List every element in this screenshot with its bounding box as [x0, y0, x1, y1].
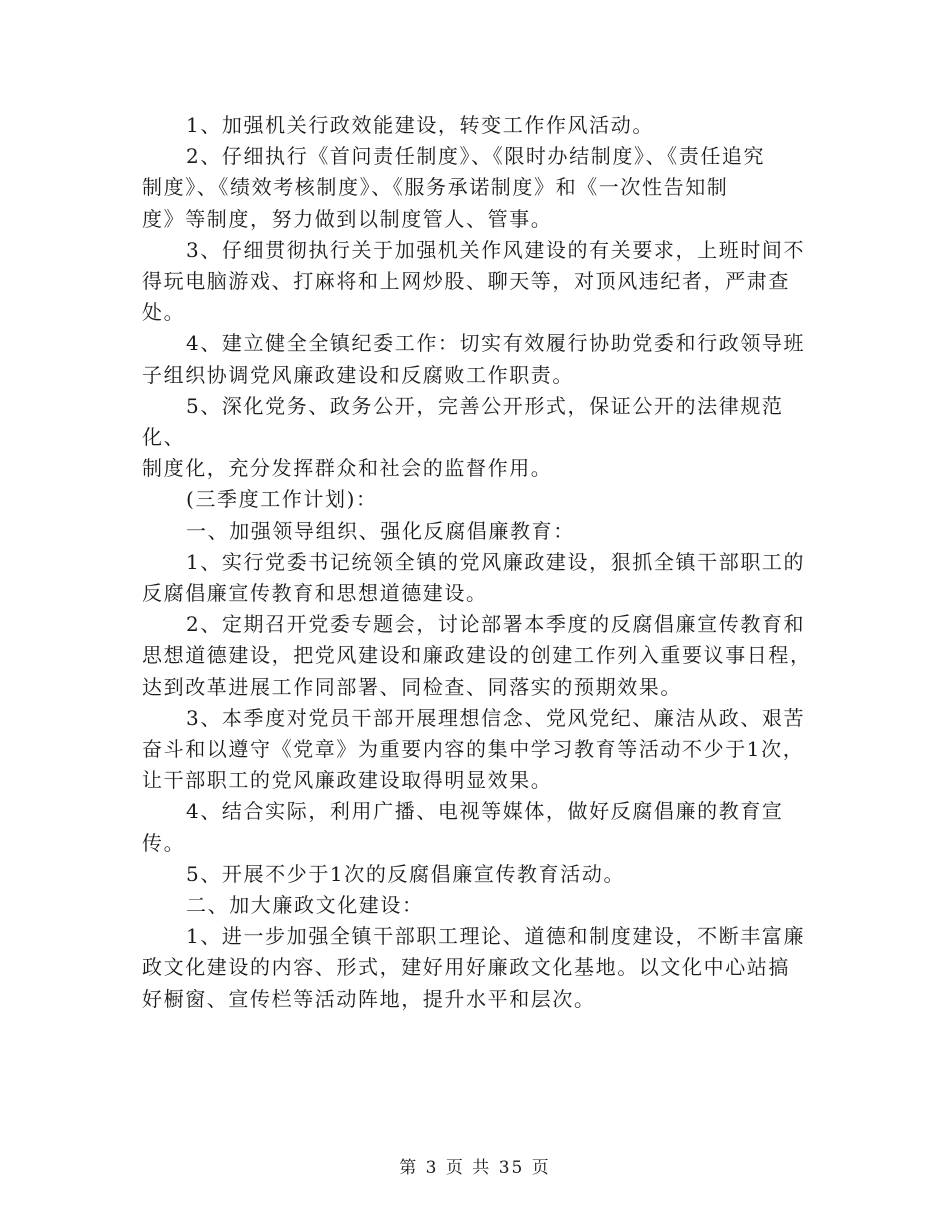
paragraph-8: 3、本季度对党员干部开展理想信念、党风党纪、廉洁从政、艰苦 奋斗和以遵守《党章》为重要内容的集中学习教育等活动不少于1次， 让干部职工的党风廉政建设取得明显效果。 [142, 705, 806, 793]
paragraph-9: 4、结合实际，利用广播、电视等媒体，做好反腐倡廉的教育宣传。 [142, 799, 784, 855]
paragraph-2: 2、仔细执行《首问责任制度》、《限时办结制度》、《责任追究 制度》、《绩效考核制度》、《服务承诺制度》和《一次性告知制 度》等制度，努力做到以制度管人、管事。 [142, 144, 766, 231]
document-body [142, 110, 822, 1015]
paragraph-11: 1、进一步加强全镇干部职工理论、道德和制度建设，不断丰富廉 政文化建设的内容、形式，建好用好廉政文化基地。以文化中心站搞 好橱窗、宣传栏等活动阵地，提升水平和层次。 [142, 924, 806, 1011]
paragraph-7: 2、定期召开党委专题会，讨论部署本季度的反腐倡廉宣传教育和 思想道德建设，把党风建设和廉政建设的创建工作列入重要议事日程， 达到改革进展工作同部署、同检查、同落实的预期效果。 [142, 612, 812, 699]
paragraph-6: 1、实行党委书记统领全镇的党风廉政建设，狠抓全镇干部职工的 反腐倡廉宣传教育和思想道德建设。 [142, 549, 806, 606]
page-number-label: 第 3 页 共 35 页 [399, 1158, 551, 1178]
section-note-q3-plan: (三季度工作计划)： [186, 487, 378, 512]
paragraph-4: 4、建立健全全镇纪委工作：切实有效履行协助党委和行政领导班 子组织协调党风廉政建设和反腐败工作职责。 [142, 331, 806, 387]
section-heading-2: 二、加大廉政文化建设： [186, 893, 424, 918]
paragraph-5: 5、深化党务、政务公开，完善公开形式，保证公开的法律规范化、 制度化，充分发挥群众和社会的监督作用。 [142, 393, 784, 481]
section-heading-1: 一、加强领导组织、强化反腐倡廉教育： [186, 518, 575, 543]
paragraph-10: 5、开展不少于1次的反腐倡廉宣传教育活动。 [186, 861, 626, 886]
page-footer [0, 1153, 950, 1178]
paragraph-3: 3、仔细贯彻执行关于加强机关作风建设的有关要求，上班时间不 得玩电脑游戏、打麻将和上网炒股、聊天等，对顶风违纪者，严肃查 处。 [142, 237, 806, 325]
paragraph-1: 1、加强机关行政效能建设，转变工作作风活动。 [186, 113, 654, 137]
